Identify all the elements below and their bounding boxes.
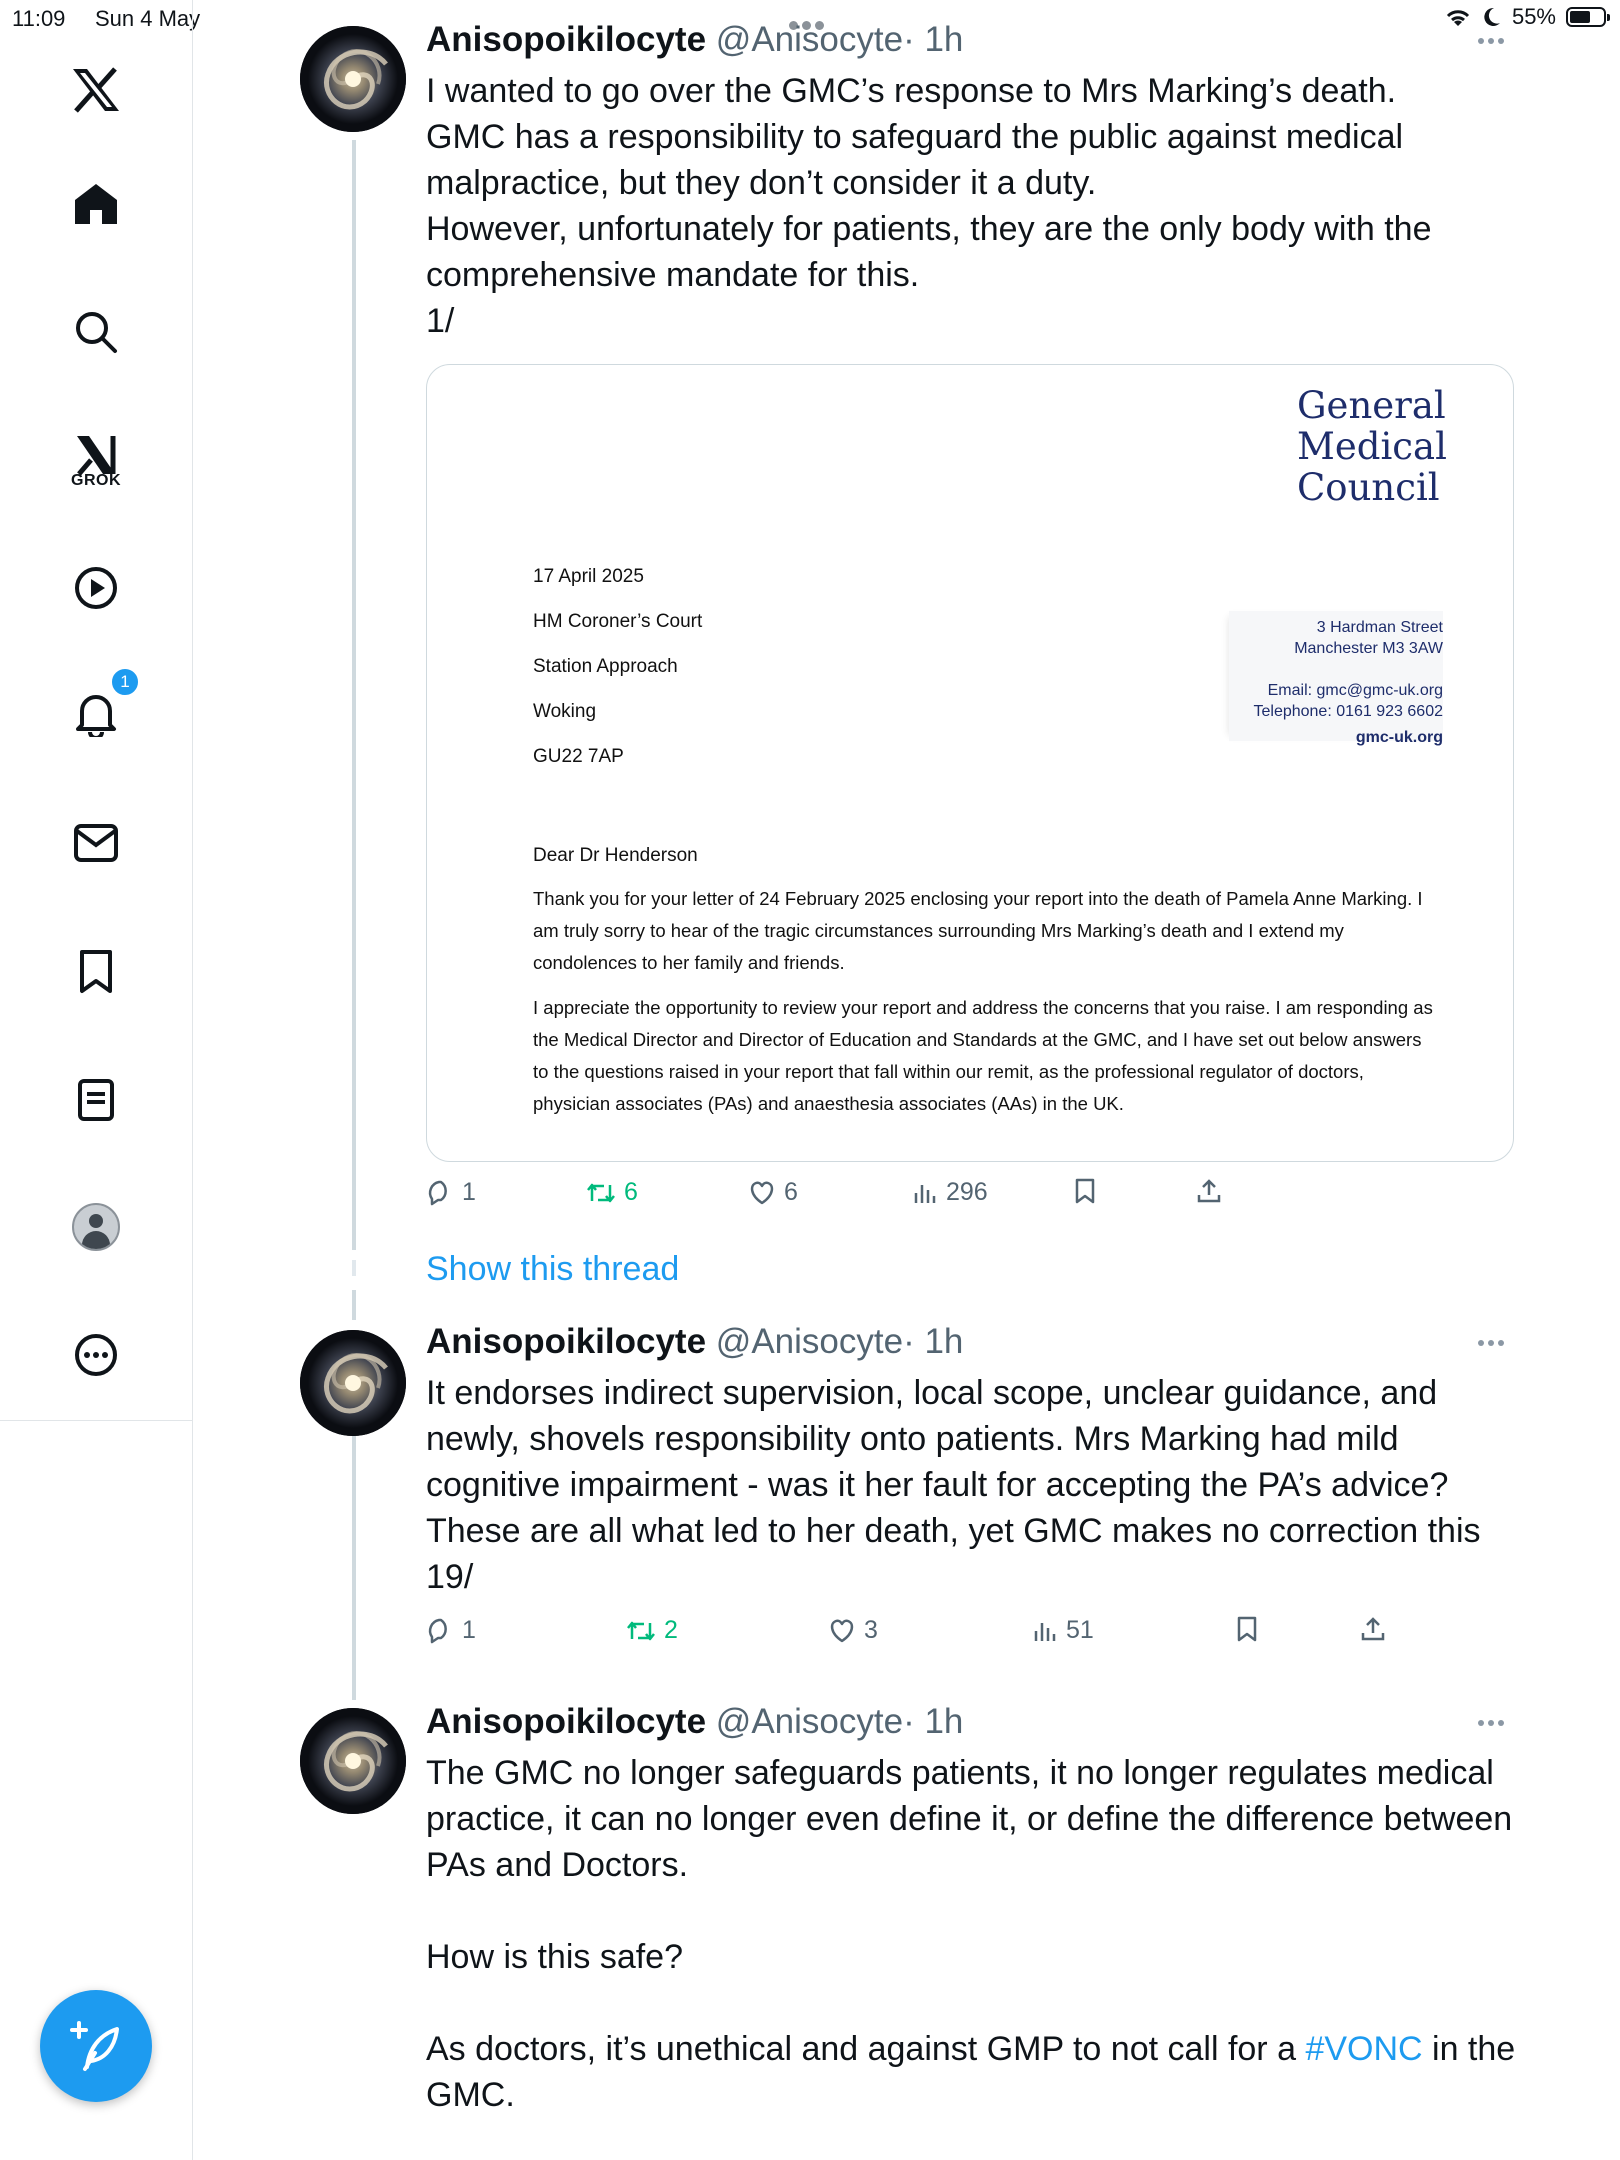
sender-website: gmc-uk.org: [1355, 729, 1443, 746]
sidebar-divider: [192, 1420, 193, 2160]
views-button[interactable]: [912, 1178, 988, 1207]
reply-button[interactable]: [426, 1178, 476, 1207]
letter-salutation: Dear Dr Henderson: [533, 845, 698, 866]
gmc-logo-line: Medical: [1297, 425, 1447, 468]
gmc-logo-line: General: [1297, 384, 1446, 427]
share-icon: [1360, 1616, 1386, 1642]
compose-post-button[interactable]: [40, 1990, 152, 2102]
view-count: 296: [946, 1178, 988, 1206]
wifi-icon: [1444, 6, 1472, 28]
tweet-2-more-icon[interactable]: [1478, 1340, 1510, 1350]
compose-feather-icon: [69, 2019, 123, 2073]
tweet-time[interactable]: · 1h: [903, 1702, 964, 1741]
grok-icon[interactable]: [71, 434, 121, 490]
letter-paragraph-2: I appreciate the opportunity to review your report and address the concerns that you raise. I am responding as the Medical Director and Director of Education and Standards at the GMC, and I have set out below answers to the questions raised in your report that fall within our remit, as the professional regulator of doctors, physician associates (PAs) and anaesthesia associates (AAs) in the UK.: [533, 997, 1433, 1114]
views-button[interactable]: [1032, 1616, 1094, 1645]
tweet-3-avatar[interactable]: [300, 1708, 406, 1814]
moon-icon: [1482, 6, 1502, 28]
bookmark-icon[interactable]: [78, 949, 114, 995]
reply-icon: [426, 1618, 454, 1644]
status-time: 11:09: [12, 6, 66, 31]
letter-image[interactable]: [426, 364, 1514, 1162]
bookmark-button[interactable]: [1236, 1616, 1258, 1642]
reply-icon: [426, 1180, 454, 1206]
repost-button[interactable]: [626, 1616, 678, 1645]
tweet-2-text: It endorses indirect supervision, local scope, unclear guidance, and newly, shovels responsibility onto patients. Mrs Marking had mild cognitive impairment - was it her fault for accepting the PA’s advice? These are all what led to her death, yet GMC makes no correction this 19/: [426, 1374, 1481, 1596]
like-button[interactable]: [828, 1616, 878, 1645]
thread-line: [352, 1290, 356, 1320]
tweet-3-text: [426, 1750, 1516, 2118]
repost-icon: [626, 1619, 656, 1643]
sender-address-line: 3 Hardman Street: [1316, 619, 1443, 636]
repost-count: 2: [664, 1616, 678, 1644]
heart-icon: [828, 1618, 856, 1644]
tweet-3-more-icon[interactable]: [1478, 1720, 1510, 1730]
tweet-1-avatar[interactable]: [300, 26, 406, 132]
vonc-hashtag-link[interactable]: #VONC: [1305, 2030, 1423, 2068]
tweet-3-text-main: The GMC no longer safeguards patients, it no longer regulates medical practice, it can no longer even define it, or define the difference between PAs and Doctors. How is this safe? As doctors, it’s unethical and against GMP to not call for a: [426, 1754, 1513, 2068]
sender-telephone: Telephone: 0161 923 6602: [1253, 703, 1443, 720]
like-button[interactable]: [748, 1178, 798, 1207]
views-icon: [912, 1181, 938, 1205]
tweet-author-handle[interactable]: @Anisocyte: [715, 1702, 904, 1741]
letter-paragraph-1: Thank you for your letter of 24 February 2025 enclosing your report into the death of Pamela Anne Marking. I am truly sorry to hear of the tragic circumstances surrounding Mrs Marking’s death and I extend my condolences to her family and friends.: [533, 888, 1423, 973]
share-button[interactable]: [1196, 1178, 1222, 1204]
more-icon[interactable]: [74, 1333, 118, 1377]
tweet-author-name[interactable]: Anisopoikilocyte: [426, 1322, 707, 1361]
notifications-icon[interactable]: [74, 672, 130, 737]
sender-email: Email: gmc@gmc-uk.org: [1267, 682, 1443, 699]
profile-avatar[interactable]: [72, 1203, 120, 1251]
reply-count: 1: [462, 1616, 476, 1644]
reply-button[interactable]: [426, 1616, 476, 1645]
bookmark-icon: [1236, 1616, 1258, 1642]
tweet-time[interactable]: · 1h: [903, 20, 964, 59]
tweet-1-header: [426, 20, 963, 60]
search-icon[interactable]: [74, 310, 118, 354]
gmc-logo-line: Council: [1297, 466, 1440, 509]
tweet-2-actions: [426, 1616, 1426, 1652]
like-count: 6: [784, 1178, 798, 1206]
messages-icon[interactable]: [73, 823, 119, 863]
tweet-time[interactable]: · 1h: [903, 1322, 964, 1361]
thread-line: [352, 140, 356, 1250]
recipient-line: Woking: [533, 701, 597, 722]
share-icon: [1196, 1178, 1222, 1204]
recipient-line: HM Coroner’s Court: [533, 611, 703, 632]
share-button[interactable]: [1360, 1616, 1386, 1642]
status-date: Sun 4 May: [95, 6, 201, 31]
heart-icon: [748, 1180, 776, 1206]
tweet-author-handle[interactable]: @Anisocyte: [715, 20, 904, 59]
battery-percent: 55%: [1511, 4, 1556, 29]
gmc-logo: [1297, 385, 1447, 508]
notifications-badge: 1: [110, 667, 140, 697]
tweet-2-header: [426, 1322, 963, 1362]
x-logo-icon[interactable]: [71, 67, 121, 113]
views-icon: [1032, 1619, 1058, 1643]
recipient-line: Station Approach: [533, 656, 678, 677]
bookmark-button[interactable]: [1074, 1178, 1096, 1204]
show-thread-link[interactable]: Show this thread: [426, 1250, 680, 1288]
repost-count: 6: [624, 1178, 638, 1206]
grok-label: GROK: [71, 472, 121, 489]
tweet-author-name[interactable]: Anisopoikilocyte: [426, 1702, 707, 1741]
letter-date: 17 April 2025: [533, 566, 644, 587]
sender-address-block: [1229, 611, 1443, 746]
like-count: 3: [864, 1616, 878, 1644]
view-count: 51: [1066, 1616, 1094, 1644]
tweet-author-handle[interactable]: @Anisocyte: [715, 1322, 904, 1361]
sender-address-line: Manchester M3 3AW: [1294, 640, 1443, 657]
repost-icon: [586, 1181, 616, 1205]
sidebar: [0, 0, 193, 1421]
reply-count: 1: [462, 1178, 476, 1206]
tweet-author-name[interactable]: Anisopoikilocyte: [426, 20, 707, 59]
repost-button[interactable]: [586, 1178, 638, 1207]
home-icon[interactable]: [73, 182, 119, 226]
tweet-3-header: [426, 1702, 963, 1742]
video-icon[interactable]: [74, 566, 118, 610]
lists-icon[interactable]: [77, 1078, 115, 1122]
battery-icon: [1566, 7, 1606, 27]
recipient-line: GU22 7AP: [533, 746, 624, 767]
tweet-3-text-end: in the GMC.: [426, 2030, 1516, 2114]
tweet-1-more-icon[interactable]: [1478, 38, 1510, 48]
thread-gap: [352, 1260, 356, 1276]
tweet-1-text: I wanted to go over the GMC’s response to Mrs Marking’s death. GMC has a responsibility to safeguard the public against medical malpractice, but they don’t consider it a duty. However, unfortunately for patients, they are the only body with the comprehensive mandate for this. 1/: [426, 72, 1432, 340]
bookmark-icon: [1074, 1178, 1096, 1204]
tweet-2-avatar[interactable]: [300, 1330, 406, 1436]
thread-line: [352, 1430, 356, 1700]
tweet-1-actions: [426, 1178, 1426, 1214]
